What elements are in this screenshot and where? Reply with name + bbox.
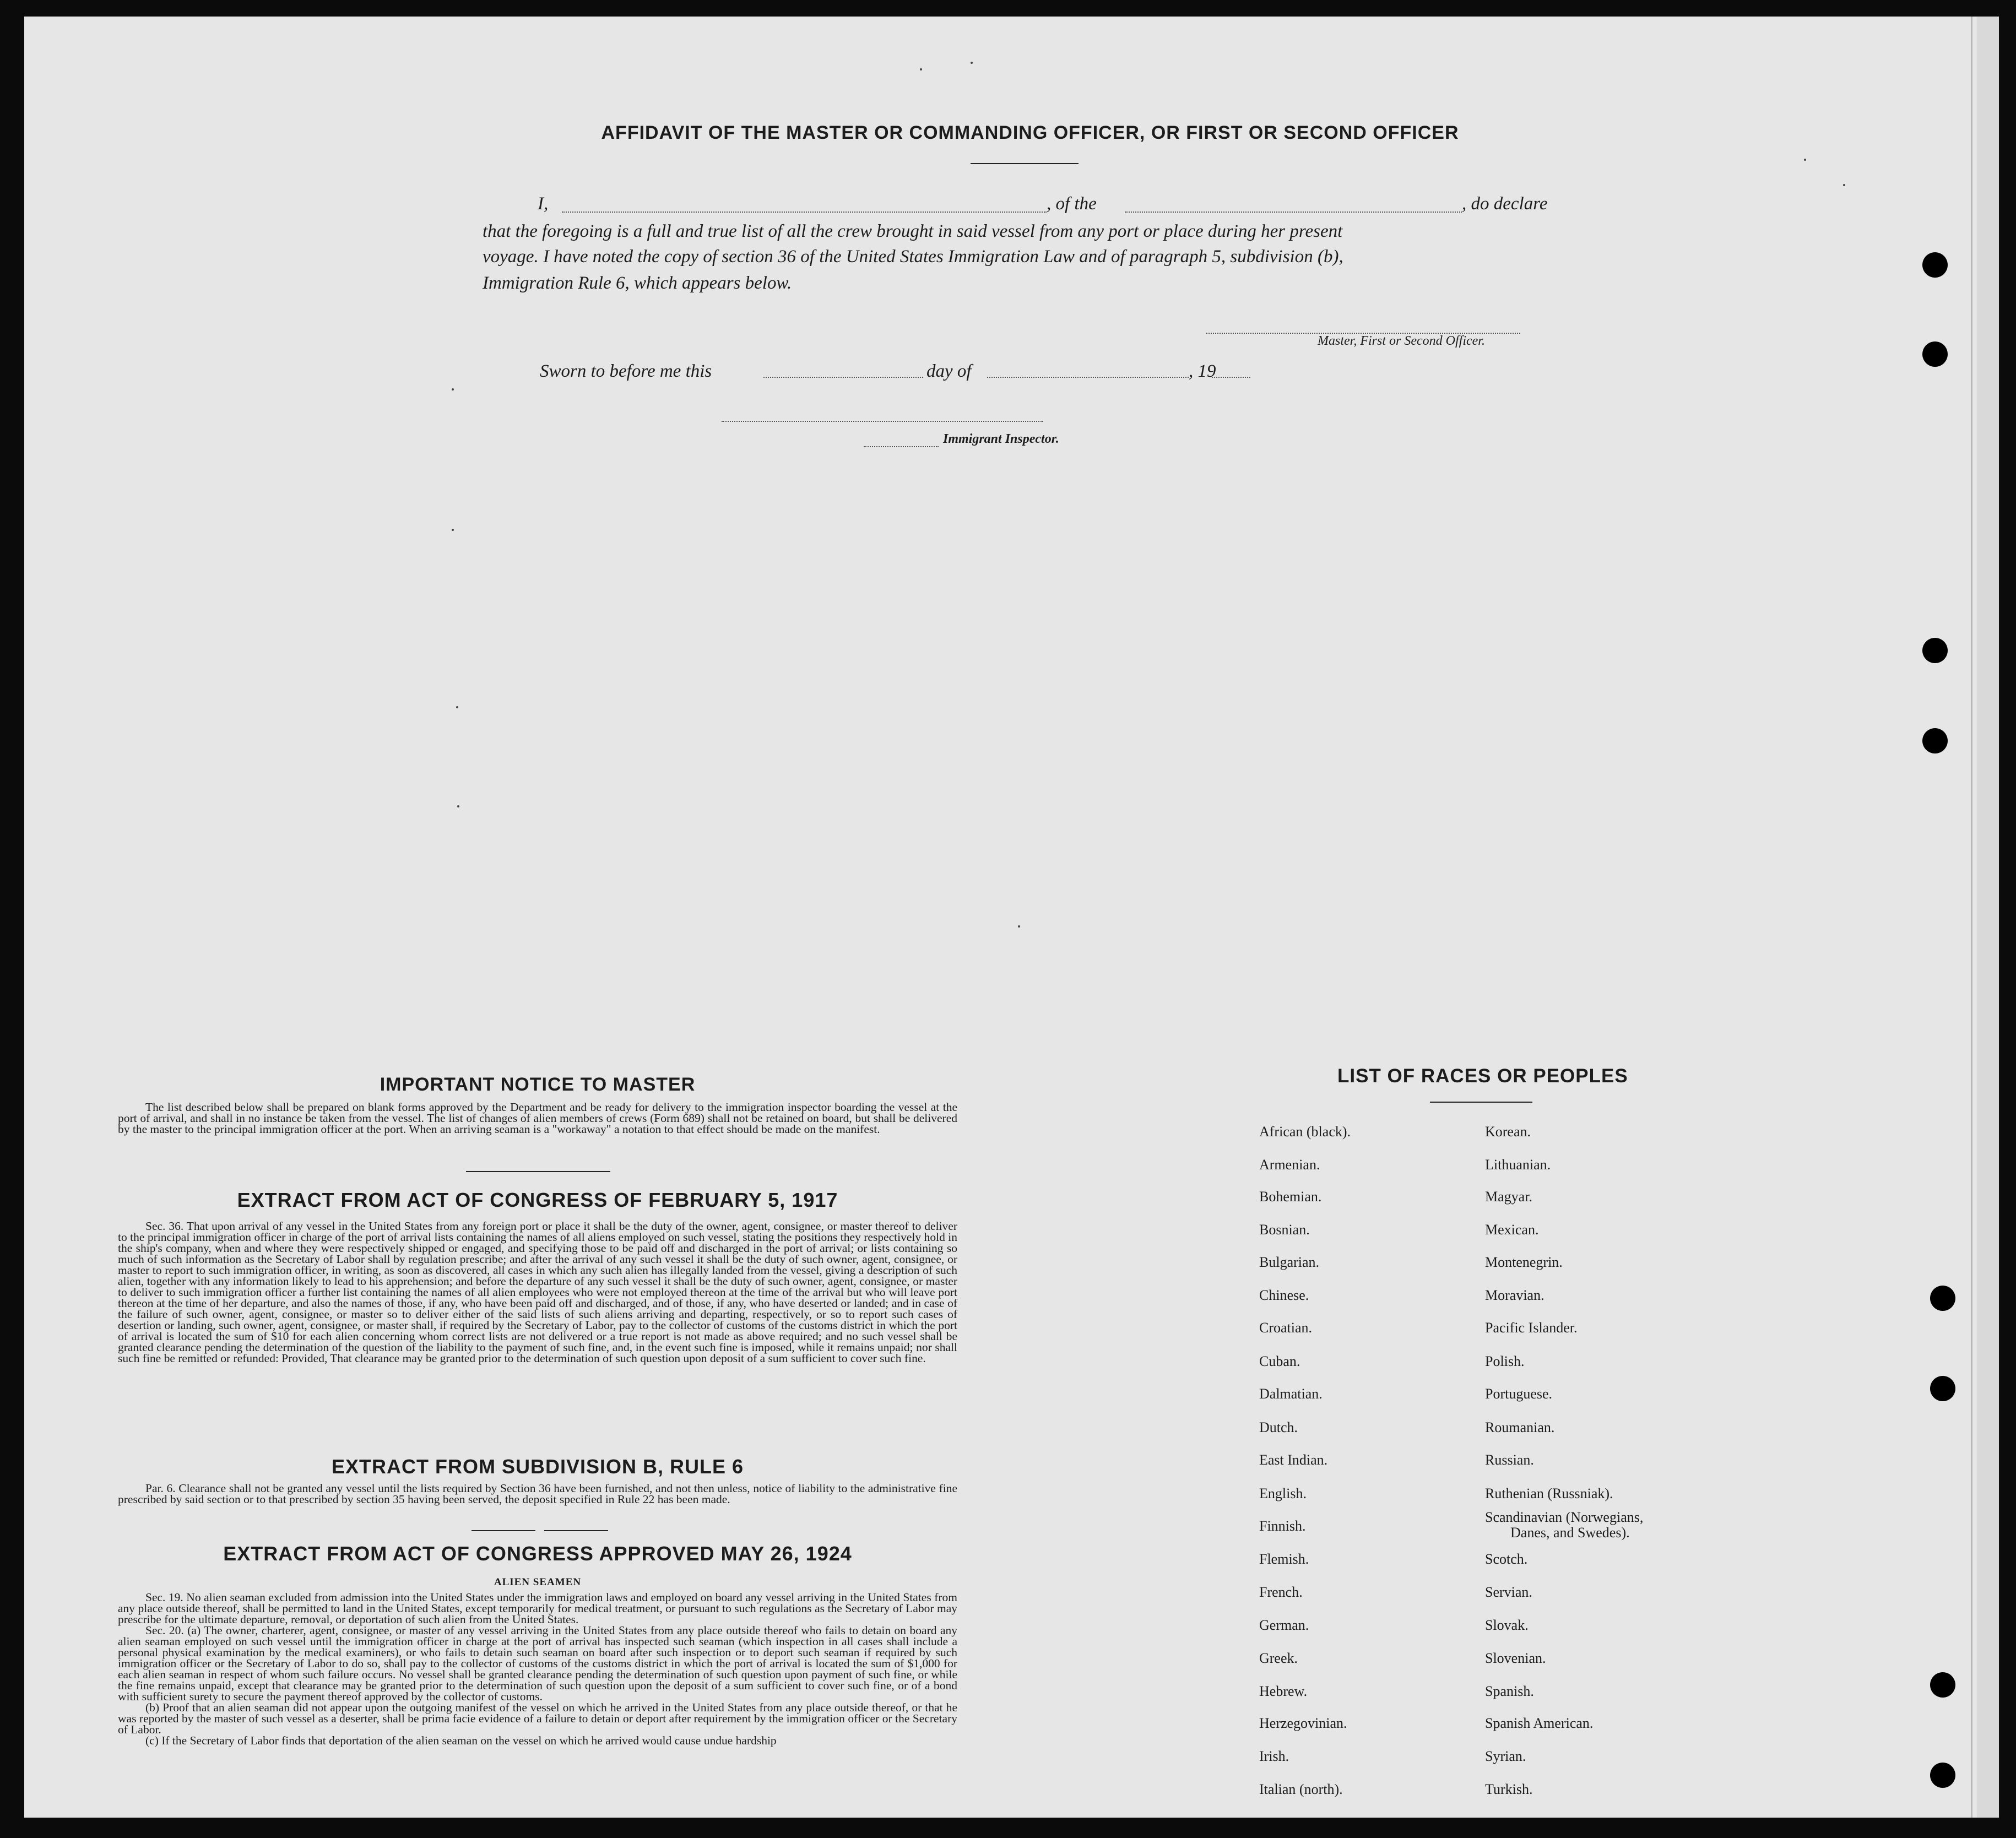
extract-rule6-body xyxy=(118,1483,957,1505)
race-item: Moravian. xyxy=(1485,1287,1544,1303)
extract-1924-body xyxy=(118,1592,957,1746)
race-item: Finnish. xyxy=(1259,1518,1306,1534)
race-item: Croatian. xyxy=(1259,1320,1313,1336)
fold-line xyxy=(1971,17,1972,1818)
punch-hole xyxy=(1922,728,1948,753)
race-item: Ruthenian (Russniak). xyxy=(1485,1485,1613,1501)
race-item: African (black). xyxy=(1259,1124,1351,1140)
right-margin-strip xyxy=(1977,17,1999,1818)
title-underline xyxy=(971,163,1079,164)
race-item: Dutch. xyxy=(1259,1419,1298,1435)
section-divider xyxy=(466,1171,610,1172)
punch-hole xyxy=(1922,341,1948,367)
stray-mark xyxy=(457,805,459,807)
stray-mark xyxy=(971,62,973,64)
race-item: Pacific Islander. xyxy=(1485,1320,1578,1336)
affidavit-title: AFFIDAVIT OF THE MASTER OR COMMANDING OFFICER, OR FIRST OR SECOND OFFICER xyxy=(601,122,1459,143)
race-item: Chinese. xyxy=(1259,1287,1309,1303)
sworn-month-blank[interactable] xyxy=(987,377,1189,378)
sec20a-text: Sec. 20. (a) The owner, charterer, agent, consignee, or master of any vessel arriving in the United States from any place outside thereof who fails to detain on board any alien seaman employed on such vessel until the immigration officer in charge at the port of arrival has inspected such seaman (which inspection in all cases shall include a personal physical examination by the medical examiners), or who fails to detain such seaman on board after such inspection or to deport such seaman if required by such immigration officer or the Secretary of Labor to do so, shall pay to the collector of customs of the customs district in which the port of arrival is located the sum of $1,000 for each alien seaman in respect of whom such failure occurs. No vessel shall be granted clearance pending the determination of such question upon payment of such fine, or while the fine remains unpaid, except that clearance may be granted prior to the determination of such question upon the deposit of a sum sufficient to cover such fine, or of a bond with sufficient surety to secure the payment thereof approved by the collector of customs. xyxy=(118,1624,957,1703)
race-item: Korean. xyxy=(1485,1124,1531,1140)
affidavit-of-the: , of the xyxy=(1047,194,1097,214)
par6-text: Par. 6. Clearance shall not be granted any vessel until the lists required by Section 36 have been furnished, and not then unless, notice of liability to the administrative fine prescribed by said section or to that prescribed by section 35 having been served, the deposit specified in Rule 22 has been made. xyxy=(118,1482,957,1506)
race-item: East Indian. xyxy=(1259,1452,1328,1468)
section-divider xyxy=(544,1530,608,1531)
inspector-prefix-dots xyxy=(864,446,939,447)
race-item: Hebrew. xyxy=(1259,1683,1308,1699)
race-item: Turkish. xyxy=(1485,1781,1533,1797)
affidavit-text-line3: voyage. I have noted the copy of section 36 of the United States Immigration Law and of paragraph 5, subdivision (b), xyxy=(483,247,1343,267)
sec20b-text: (b) Proof that an alien seaman did not appear upon the outgoing manifest of the vessel on which he arrived in the United States from any place outside thereof, or that he was reported by the master of such vessel as a deserter, shall be prima facie evidence of a failure to detain or deport after requirement by the immigration officer or the Secretary of Labor. xyxy=(118,1701,957,1736)
affidavit-i: I, xyxy=(538,194,549,214)
sworn-year-blank[interactable] xyxy=(1212,377,1250,378)
race-item: Portuguese. xyxy=(1485,1386,1553,1402)
section-divider xyxy=(472,1530,535,1531)
race-item: Lithuanian. xyxy=(1485,1157,1551,1173)
race-item: Cuban. xyxy=(1259,1353,1300,1369)
punch-hole xyxy=(1930,1672,1955,1698)
punch-hole xyxy=(1922,638,1948,663)
race-item: Bohemian. xyxy=(1259,1189,1322,1205)
stray-mark xyxy=(456,706,458,708)
punch-hole xyxy=(1930,1286,1955,1311)
sworn-day-blank[interactable] xyxy=(763,377,923,378)
race-item: Greek. xyxy=(1259,1650,1298,1666)
punch-hole xyxy=(1930,1376,1955,1401)
race-item: Armenian. xyxy=(1259,1157,1320,1173)
race-item: Italian (north). xyxy=(1259,1781,1343,1797)
sworn-year: , 19 xyxy=(1189,361,1216,381)
race-item: Magyar. xyxy=(1485,1189,1532,1205)
extract-rule6-title: EXTRACT FROM SUBDIVISION B, RULE 6 xyxy=(331,1455,744,1478)
race-item: Flemish. xyxy=(1259,1551,1309,1567)
extract-1917-title: EXTRACT FROM ACT OF CONGRESS OF FEBRUARY 5, 1917 xyxy=(237,1189,838,1211)
race-item: Bulgarian. xyxy=(1259,1254,1320,1270)
race-item: Servian. xyxy=(1485,1584,1532,1600)
race-item: English. xyxy=(1259,1485,1307,1501)
races-title-underline xyxy=(1430,1102,1532,1103)
race-item: German. xyxy=(1259,1617,1309,1633)
stray-mark xyxy=(452,388,454,391)
race-item: Russian. xyxy=(1485,1452,1534,1468)
punch-hole xyxy=(1922,252,1948,278)
race-item: Herzegovinian. xyxy=(1259,1715,1347,1731)
notice-text: The list described below shall be prepared on blank forms approved by the Department and be ready for delivery to the immigration inspector boarding the vessel at the port of arrival, and shall in no instance be taken from the vessel. The list of changes of alien members of crews (Form 689) shall not be retained on board, but shall be delivered by the master to the principal immigration officer at the port. When an arriving seaman is a "workaway" a notation to that effect should be made on the manifest. xyxy=(118,1100,957,1136)
extract-1924-title: EXTRACT FROM ACT OF CONGRESS APPROVED MAY 26, 1924 xyxy=(223,1542,852,1565)
race-item: Mexican. xyxy=(1485,1222,1539,1238)
races-title: LIST OF RACES OR PEOPLES xyxy=(1337,1065,1628,1087)
stray-mark xyxy=(1018,925,1020,928)
stray-mark xyxy=(1804,159,1806,161)
stray-mark xyxy=(1843,184,1845,186)
vessel-blank-line[interactable] xyxy=(1125,212,1462,213)
inspector-label: Immigrant Inspector. xyxy=(943,432,1059,446)
race-item: Scandinavian (Norwegians, xyxy=(1485,1509,1644,1525)
sworn-prefix: Sworn to before me this xyxy=(540,361,712,381)
race-item: Roumanian. xyxy=(1485,1419,1555,1435)
sec19-text: Sec. 19. No alien seaman excluded from admission into the United States under the immigration laws and employed on board any vessel arriving in the United States from any place outside thereof, shall be permitted to land in the United States, except temporarily for medical treatment, or pursuant to such regulations as the Secretary of Labor may prescribe for the ultimate departure, removal, or deportation of such alien from the United States. xyxy=(118,1591,957,1626)
race-item: Montenegrin. xyxy=(1485,1254,1563,1270)
sec20c-text: (c) If the Secretary of Labor finds that deportation of the alien seaman on the vessel on which he arrived would cause undue hardship xyxy=(145,1734,777,1747)
race-item: French. xyxy=(1259,1584,1303,1600)
stray-mark xyxy=(452,529,454,531)
race-item: Irish. xyxy=(1259,1748,1289,1764)
signature-label: Master, First or Second Officer. xyxy=(1318,334,1485,348)
race-item: Spanish. xyxy=(1485,1683,1534,1699)
affidavit-declare: , do declare xyxy=(1462,194,1548,214)
punch-hole xyxy=(1930,1763,1955,1788)
race-item: Slovak. xyxy=(1485,1617,1529,1633)
affidavit-text-line4: Immigration Rule 6, which appears below. xyxy=(483,273,792,293)
affidavit-text-line2: that the foregoing is a full and true list of all the crew brought in said vessel from any port or place during her present xyxy=(483,221,1343,241)
race-item: Syrian. xyxy=(1485,1748,1526,1764)
race-item: Dalmatian. xyxy=(1259,1386,1323,1402)
race-item: Polish. xyxy=(1485,1353,1525,1369)
sworn-day-of: day of xyxy=(926,361,972,381)
extract-1917-body xyxy=(118,1221,957,1364)
race-item-continued: Danes, and Swedes). xyxy=(1510,1525,1630,1541)
stray-mark xyxy=(920,68,922,71)
race-item: Slovenian. xyxy=(1485,1650,1546,1666)
name-blank-line[interactable] xyxy=(562,212,1047,213)
sec36-text: Sec. 36. That upon arrival of any vessel in the United States from any foreign port or place it shall be the duty of the owner, agent, consignee, or master thereof to deliver to the principal immigration officer in charge of the port of arrival lists containing the names of all aliens employed on such vessel, stating the positions they respectively hold in the ship's company, when and where they were respectively shipped or engaged, and specifying those to be paid off and discharged in the port of arrival; or lists containing so much of such information as the Secretary of Labor shall by regulation prescribe; and after the arrival of any such vessel it shall be the duty of such owner, agent, consignee, or master to report to such immigration officer, in writing, as soon as discovered, all cases in which any such alien has illegally landed from the vessel, giving a description of such alien, together with any information likely to lead to his apprehension; and before the departure of any such vessel it shall be the duty of such owner, agent, consignee, or master to deliver to such immigration officer a further list containing the names of all alien employees who were not employed thereon at the time of the arrival but who will leave port thereon at the time of her departure, and also the names of those, if any, who have been paid off and discharged, and of those, if any, who have deserted or landed; and in case of the failure of such owner, agent, consignee, or master so to deliver either of the said lists of such aliens arriving and departing, respectively, or so to report such cases of desertion or landing, such owner, agent, consignee, or master shall, if required by the Secretary of Labor, pay to the collector of customs of the customs district in which the port of arrival is located the sum of $10 for each alien concerning whom correct lists are not delivered or a true report is not made as above required; and no such vessel shall be granted clearance pending the determination of the question of the liability to the payment of such fine, and, in the event such fine is imposed, while it remains unpaid; nor shall such fine be remitted or refunded: Provided, That clearance may be granted prior to the determination of such question upon deposit of a sum sufficient to cover such fine. xyxy=(118,1219,957,1365)
inspector-signature-line[interactable] xyxy=(722,421,1043,422)
alien-seamen-subtitle: ALIEN SEAMEN xyxy=(494,1576,582,1588)
notice-title: IMPORTANT NOTICE TO MASTER xyxy=(380,1074,696,1095)
notice-body xyxy=(118,1102,957,1135)
race-item: Scotch. xyxy=(1485,1551,1528,1567)
race-item: Bosnian. xyxy=(1259,1222,1310,1238)
race-item: Spanish American. xyxy=(1485,1715,1594,1731)
